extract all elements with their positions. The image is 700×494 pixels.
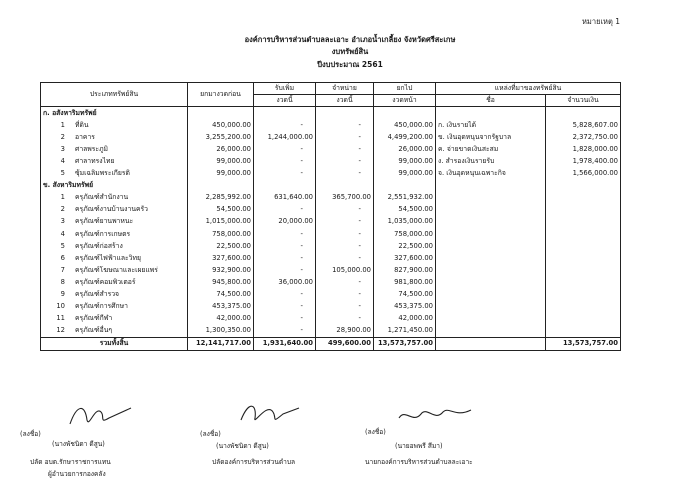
signer-role-2: ปลัดองค์การบริหารส่วนตำบล [212,458,296,466]
total-row [41,337,621,350]
asset-cell [41,313,188,325]
cell-src-amount [546,276,621,288]
asset-cell [41,131,188,143]
cell-forward: 99,000.00 [374,167,436,179]
cell-disposed: - [316,143,374,155]
table-row [41,264,621,276]
cell-carried: 22,500.00 [188,240,254,252]
table-row [41,301,621,313]
table-row [41,313,621,325]
col-forward: ยกไป [374,83,436,95]
row-number: 2 [60,132,65,141]
asset-cell [41,192,188,204]
table-row [41,288,621,300]
col-received-sub: งวดนี้ [254,95,316,107]
asset-register-body [41,107,621,338]
cell-src-amount [546,240,621,252]
group-row [41,180,621,192]
cell-src-name [436,216,546,228]
cell-src-amount: 1,978,400.00 [546,155,621,167]
cell-carried: 932,900.00 [188,264,254,276]
row-number: 7 [60,265,65,274]
table-row [41,167,621,179]
sign-label-3: (ลงชื่อ) [365,428,386,436]
cell-forward: 4,499,200.00 [374,131,436,143]
cell-disposed: - [316,252,374,264]
table-row [41,204,621,216]
asset-name: ศาลาทรงไทย [75,157,115,166]
cell-received: 1,244,000.00 [254,131,316,143]
statement-title: งบทรัพย์สิน [331,47,369,56]
cell-received: 20,000.00 [254,216,316,228]
cell-src-amount [546,313,621,325]
asset-name: ครุภัณฑ์อื่นๆ [75,326,113,335]
cell-src-name [436,301,546,313]
cell-disposed: - [316,204,374,216]
col-forward-sub: งวดหน้า [374,95,436,107]
table-row [41,119,621,131]
row-number: 9 [60,290,65,299]
cell-forward: 758,000.00 [374,228,436,240]
asset-name: ครุภัณฑ์การเกษตร [75,229,131,238]
asset-cell [41,264,188,276]
cell-disposed: - [316,119,374,131]
cell-disposed: 105,000.00 [316,264,374,276]
table-row [41,228,621,240]
asset-register-table [40,82,621,351]
col-disposed-sub: งวดนี้ [316,95,374,107]
asset-name: ครุภัณฑ์คอมพิวเตอร์ [75,277,136,286]
cell-carried: 1,300,350.00 [188,325,254,338]
asset-name: ที่ดิน [75,120,89,129]
cell-src-name [436,192,546,204]
cell-disposed: 365,700.00 [316,192,374,204]
cell-src-amount [546,192,621,204]
cell-received: - [254,204,316,216]
cell-forward: 1,271,450.00 [374,325,436,338]
cell-carried: 758,000.00 [188,228,254,240]
asset-name: ครุภัณฑ์สำนักงาน [75,193,129,202]
cell-src-name: ข. เงินอุดหนุนจากรัฐบาล [436,131,546,143]
table-row [41,143,621,155]
cell-src-name [436,228,546,240]
cell-src-amount: 5,828,607.00 [546,119,621,131]
cell-src-amount [546,288,621,300]
row-number: 4 [60,157,65,166]
cell-disposed: - [316,301,374,313]
table-row [41,240,621,252]
cell-disposed: - [316,228,374,240]
cell-forward: 42,000.00 [374,313,436,325]
cell-forward: 99,000.00 [374,155,436,167]
asset-name: ครุภัณฑ์สำรวจ [75,290,120,299]
cell-src-amount: 2,372,750.00 [546,131,621,143]
asset-name: ซุ้มเฉลิมพระเกียรติ [75,169,130,178]
cell-src-name: ก. เงินรายได้ [436,119,546,131]
cell-carried: 945,800.00 [188,276,254,288]
group-row [41,107,621,120]
cell-forward: 22,500.00 [374,240,436,252]
asset-name: ครุภัณฑ์กีฬา [75,314,113,323]
cell-forward: 327,600.00 [374,252,436,264]
signer-role-1: ปลัด อบต.รักษาราชการแทน [30,458,111,466]
cell-src-amount [546,301,621,313]
row-number: 6 [60,253,65,262]
table-row [41,252,621,264]
asset-name: ครุภัณฑ์งานบ้านงานครัว [75,205,148,214]
row-number: 3 [60,144,65,153]
asset-cell [41,155,188,167]
asset-cell [41,143,188,155]
asset-cell [41,167,188,179]
cell-carried: 26,000.00 [188,143,254,155]
cell-forward: 2,551,932.00 [374,192,436,204]
group-label: ข. สังหาริมทรัพย์ [41,180,188,192]
cell-src-amount [546,264,621,276]
cell-src-name [436,204,546,216]
cell-disposed: - [316,155,374,167]
asset-cell [41,216,188,228]
cell-disposed: 28,900.00 [316,325,374,338]
cell-carried: 453,375.00 [188,301,254,313]
cell-received: - [254,264,316,276]
cell-src-amount: 1,828,000.00 [546,143,621,155]
asset-name: ครุภัณฑ์ยานพาหนะ [75,217,134,226]
cell-carried: 99,000.00 [188,167,254,179]
signer-role-1b: ผู้อำนวยการกองคลัง [48,470,106,478]
cell-carried: 1,015,000.00 [188,216,254,228]
signer-name-1: (นางพัชนิดา ดีสูน) [52,440,105,448]
fiscal-year: ปีงบประมาณ 2561 [317,60,383,69]
signer-role-3: นายกองค์การบริหารส่วนตำบลละเอาะ [365,458,473,466]
col-carried: ยกมางวดก่อน [188,83,254,107]
total-disposed: 499,600.00 [316,337,374,350]
row-number: 10 [56,302,65,311]
cell-src-name [436,288,546,300]
asset-name: ครุภัณฑ์โฆษณาและเผยแพร่ [75,265,158,274]
cell-disposed: - [316,240,374,252]
cell-forward: 981,800.00 [374,276,436,288]
cell-forward: 1,035,000.00 [374,216,436,228]
cell-src-amount [546,204,621,216]
signer-name-3: (นายอพพรี สีมา) [395,442,443,450]
cell-src-amount [546,252,621,264]
cell-received: - [254,301,316,313]
cell-received: - [254,325,316,338]
col-received: รับเพิ่ม [254,83,316,95]
total-source-name [436,337,546,350]
cell-src-name [436,264,546,276]
cell-forward: 450,000.00 [374,119,436,131]
cell-received: - [254,240,316,252]
asset-cell [41,240,188,252]
table-row [41,155,621,167]
cell-received: - [254,252,316,264]
table-row [41,216,621,228]
cell-carried: 42,000.00 [188,313,254,325]
cell-disposed: - [316,167,374,179]
cell-forward: 26,000.00 [374,143,436,155]
table-row [41,276,621,288]
cell-src-name [436,313,546,325]
cell-received: - [254,288,316,300]
cell-src-name [436,240,546,252]
cell-src-name [436,252,546,264]
cell-received: - [254,119,316,131]
cell-carried: 3,255,200.00 [188,131,254,143]
sign-label-2: (ลงชื่อ) [200,430,221,438]
cell-disposed: - [316,288,374,300]
cell-carried: 54,500.00 [188,204,254,216]
cell-disposed: - [316,131,374,143]
col-asset-type: ประเภททรัพย์สิน [41,83,188,107]
row-number: 4 [60,229,65,238]
cell-received: 631,640.00 [254,192,316,204]
table-row [41,131,621,143]
row-number: 3 [60,217,65,226]
cell-carried: 74,500.00 [188,288,254,300]
total-carried: 12,141,717.00 [188,337,254,350]
asset-cell [41,119,188,131]
col-source-name: ชื่อ [436,95,546,107]
cell-received: - [254,143,316,155]
asset-name: ครุภัณฑ์ก่อสร้าง [75,241,123,250]
asset-cell [41,288,188,300]
cell-src-amount [546,216,621,228]
total-received: 1,931,640.00 [254,337,316,350]
asset-cell [41,228,188,240]
cell-disposed: - [316,276,374,288]
total-source-amount: 13,573,757.00 [546,337,621,350]
page-note: หมายเหตุ 1 [581,17,620,26]
col-source-amount: จำนวนเงิน [546,95,621,107]
cell-src-amount [546,228,621,240]
asset-cell [41,325,188,338]
row-number: 1 [60,193,65,202]
cell-forward: 453,375.00 [374,301,436,313]
cell-src-name [436,325,546,338]
cell-forward: 827,900.00 [374,264,436,276]
signature-mark-2 [235,398,305,428]
row-number: 5 [60,241,65,250]
row-number: 12 [56,326,65,335]
col-disposed: จำหน่าย [316,83,374,95]
row-number: 8 [60,277,65,286]
table-row [41,192,621,204]
row-number: 1 [60,120,65,129]
cell-received: - [254,155,316,167]
asset-cell [41,301,188,313]
cell-src-amount [546,325,621,338]
cell-received: - [254,228,316,240]
row-number: 11 [56,314,65,323]
asset-name: ครุภัณฑ์การศึกษา [75,302,128,311]
cell-disposed: - [316,313,374,325]
row-number: 5 [60,169,65,178]
signature-mark-1 [65,400,135,430]
cell-received: - [254,167,316,179]
asset-cell [41,252,188,264]
cell-src-amount: 1,566,000.00 [546,167,621,179]
col-source: แหล่งที่มาของทรัพย์สิน [436,83,621,95]
total-forward: 13,573,757.00 [374,337,436,350]
row-number: 2 [60,205,65,214]
group-label: ก. อสังหาริมทรัพย์ [41,107,188,120]
cell-forward: 54,500.00 [374,204,436,216]
cell-src-name [436,276,546,288]
cell-src-name: จ. เงินอุดหนุนเฉพาะกิจ [436,167,546,179]
cell-carried: 327,600.00 [188,252,254,264]
cell-src-name: ค. จ่ายขาดเงินสะสม [436,143,546,155]
cell-disposed: - [316,216,374,228]
asset-cell [41,276,188,288]
org-title: องค์การบริหารส่วนตำบลละเอาะ อำเภอน้ำเกลี้ยง จังหวัดศรีสะเกษ [244,35,456,44]
asset-name: ครุภัณฑ์ไฟฟ้าและวิทยุ [75,253,141,262]
cell-received: 36,000.00 [254,276,316,288]
table-row [41,325,621,338]
asset-cell [41,204,188,216]
signature-mark-3 [395,400,475,430]
cell-src-name: ง. สำรองเงินรายรับ [436,155,546,167]
cell-forward: 74,500.00 [374,288,436,300]
signer-name-2: (นางพัชนิดา ดีสูน) [216,442,269,450]
asset-name: ศาลพระภูมิ [75,144,109,153]
cell-carried: 450,000.00 [188,119,254,131]
total-label: รวมทั้งสิ้น [41,337,188,350]
cell-received: - [254,313,316,325]
cell-carried: 2,285,992.00 [188,192,254,204]
asset-name: อาคาร [75,132,95,141]
cell-carried: 99,000.00 [188,155,254,167]
sign-label-1: (ลงชื่อ) [20,430,41,438]
